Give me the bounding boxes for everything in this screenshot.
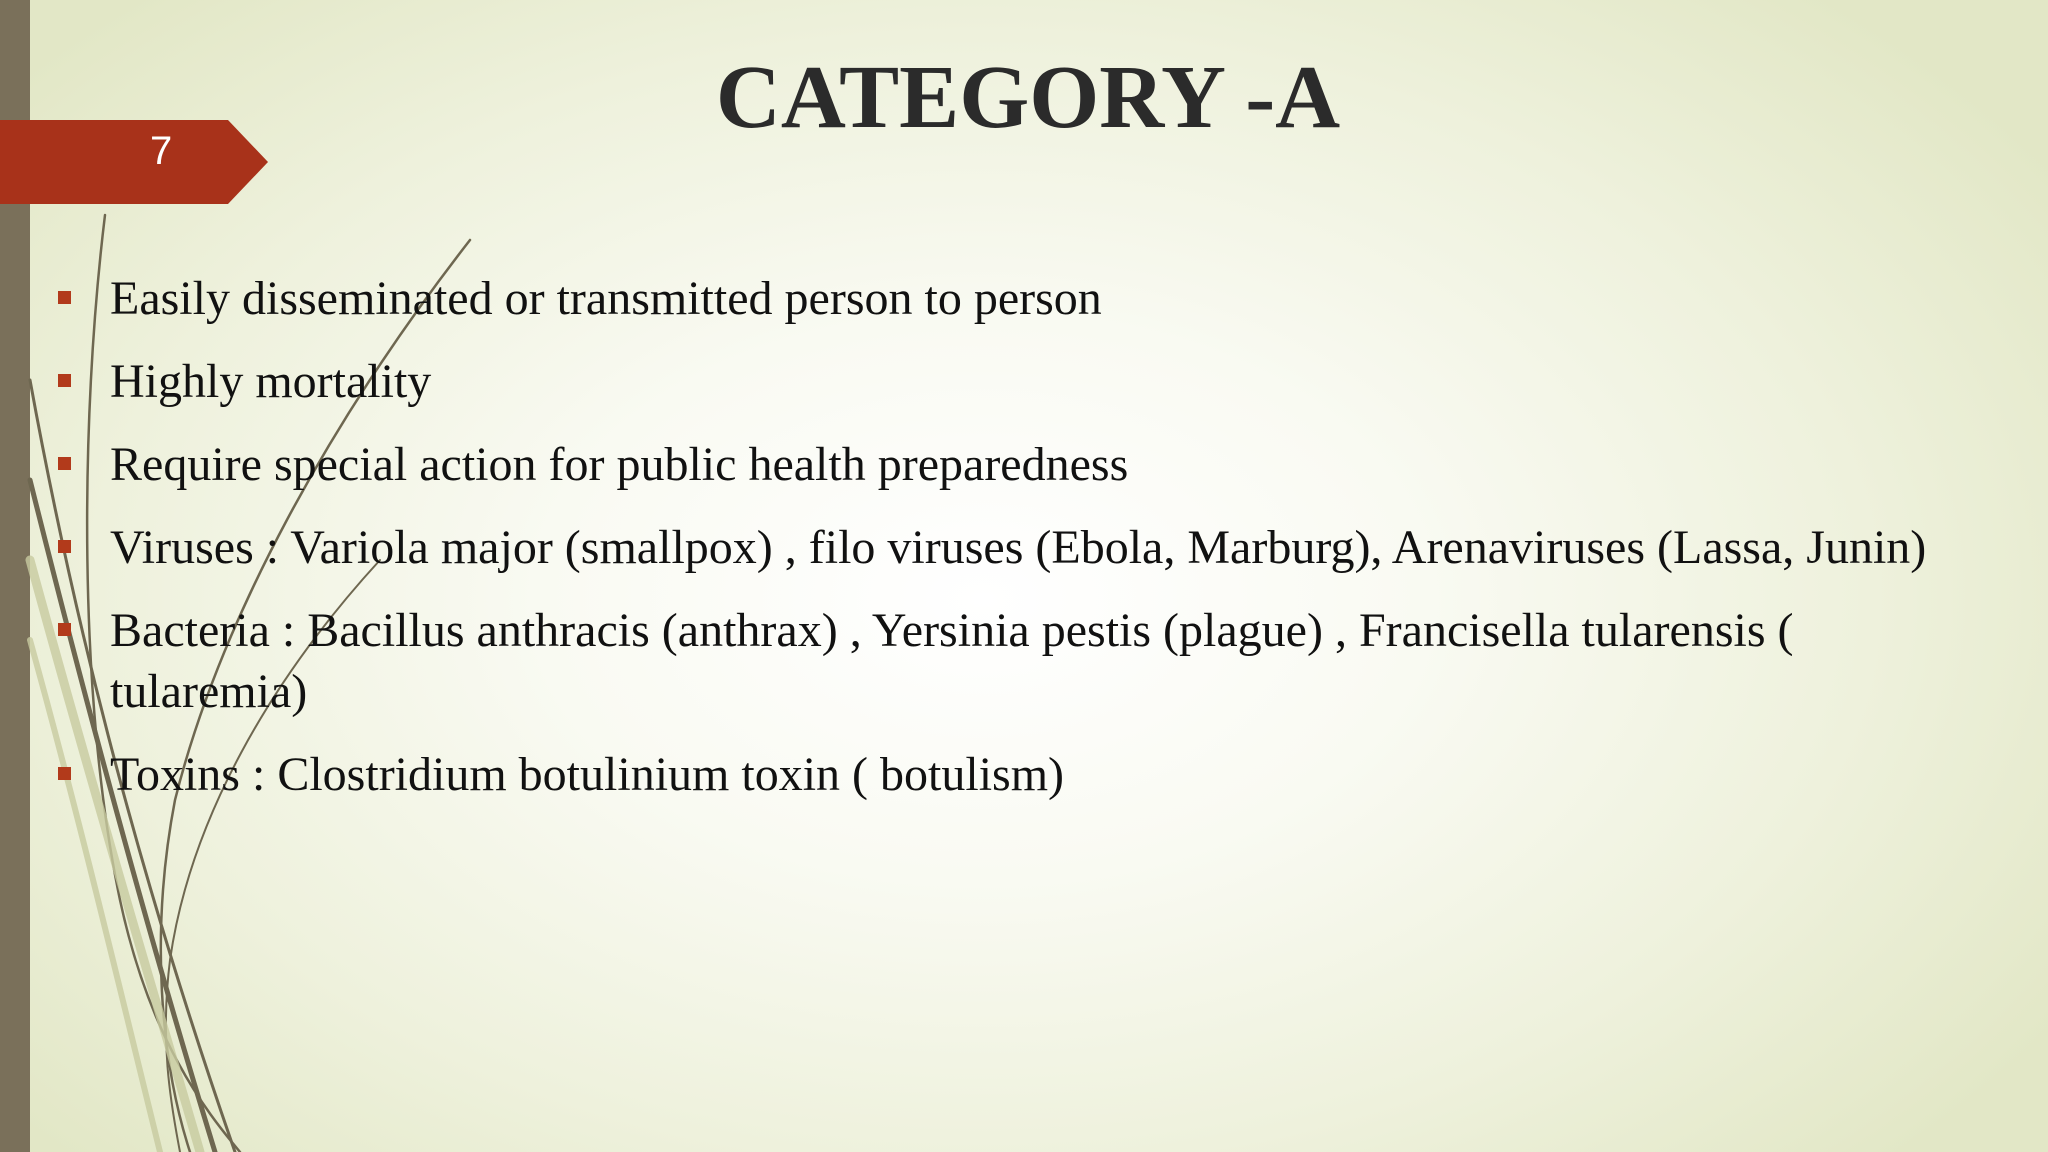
square-bullet-icon [58, 767, 71, 780]
list-item [56, 351, 1956, 412]
bullet-text: Require special action for public health preparedness [110, 438, 1129, 491]
bullet-list [56, 268, 1956, 827]
bullet-text: Bacteria : Bacillus anthracis (anthrax) , Yersinia pestis (plague) , Francisella tularensis ( tularemia) [110, 604, 1794, 718]
list-item [56, 434, 1956, 495]
square-bullet-icon [58, 540, 71, 553]
list-item [56, 600, 1956, 722]
bullet-text: Viruses : Variola major (smallpox) , filo viruses (Ebola, Marburg), Arenaviruses (Lassa, Junin) [110, 521, 1927, 574]
square-bullet-icon [58, 623, 71, 636]
slide-number: 7 [150, 129, 173, 173]
bullet-text: Easily disseminated or transmitted person to person [110, 272, 1102, 325]
slide-title: CATEGORY -A [715, 48, 1341, 147]
bullet-text: Toxins : Clostridium botulinium toxin ( botulism) [110, 748, 1065, 801]
list-item [56, 268, 1956, 329]
square-bullet-icon [58, 457, 71, 470]
list-item [56, 744, 1956, 805]
square-bullet-icon [58, 374, 71, 387]
square-bullet-icon [58, 291, 71, 304]
bullet-text: Highly mortality [110, 355, 432, 408]
list-item [56, 517, 1956, 578]
